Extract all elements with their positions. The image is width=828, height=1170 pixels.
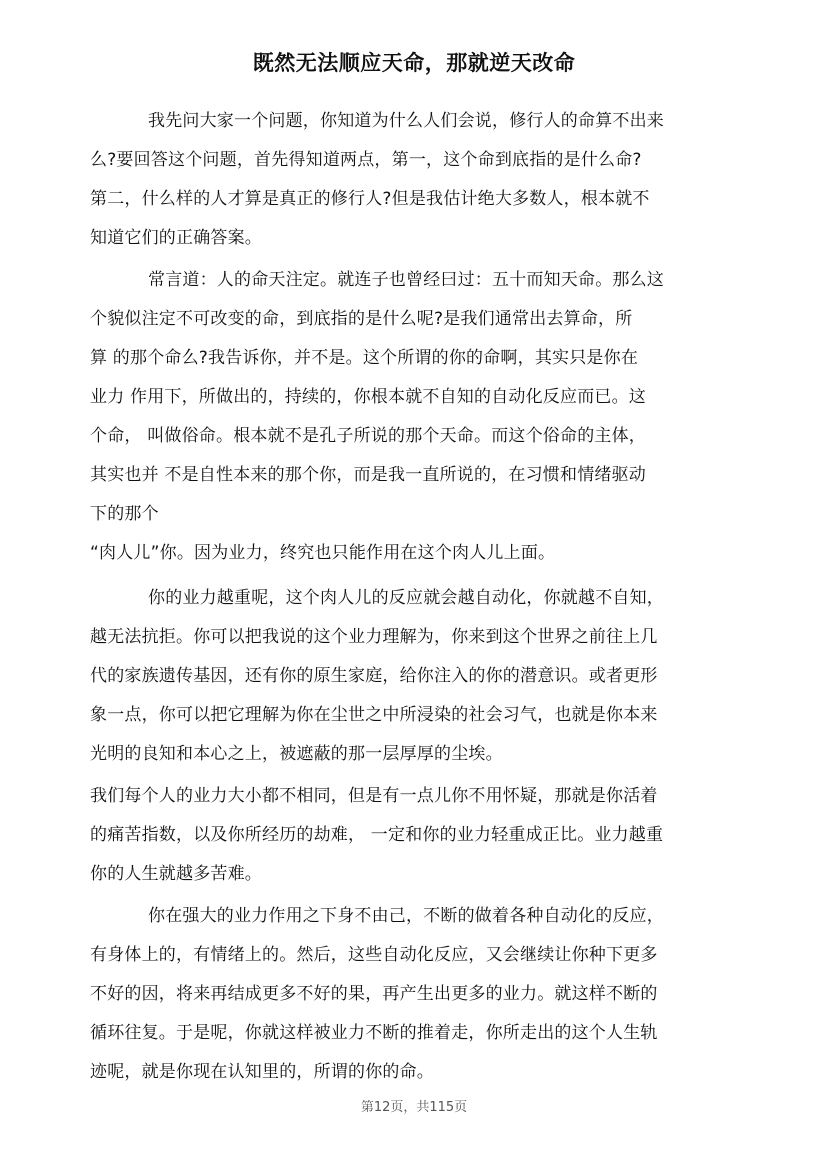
text-line: 下的那个 — [90, 504, 159, 524]
text-line: 越无法抗拒。你可以把我说的这个业力理解为，你来到这个世界之前往上几 — [90, 627, 658, 647]
text-line: 循环往复。于是呢，你就这样被业力不断的推着走，你所走出的这个人生轨 — [90, 1023, 658, 1043]
text-line: 的痛苦指数，以及你所经历的劫难， 一定和你的业力轻重成正比。业力越重 — [90, 825, 664, 845]
text-line: 我先问大家一个问题，你知道为什么人们会说，修行人的命算不出来 — [148, 111, 664, 131]
text-line: 个貌似注定不可改变的命，到底指的是什么呢?是我们通常出去算命，所 — [90, 309, 633, 329]
text-line: 你在强大的业力作用之下身不由己，不断的做着各种自动化的反应， — [148, 906, 664, 926]
text-line: 象一点，你可以把它理解为你在尘世之中所浸染的社会习气，也就是你本来 — [90, 705, 658, 725]
text-line: “肉人儿”你。因为业力，终究也只能作用在这个肉人儿上面。 — [90, 543, 556, 563]
text-line: 不好的因，将来再结成更多不好的果，再产生出更多的业力。就这样不断的 — [90, 984, 658, 1004]
text-line: 你的业力越重呢，这个肉人儿的反应就会越自动化，你就越不自知， — [148, 588, 664, 608]
text-line: 我们每个人的业力大小都不相同，但是有一点儿你不用怀疑，那就是你活着 — [90, 786, 658, 806]
text-line: 迹呢，就是你现在认知里的，所谓的你的命。 — [90, 1062, 434, 1082]
text-line: 光明的良知和本心之上，被遮蔽的那一层厚厚的尘埃。 — [90, 744, 503, 764]
page-title: 既然无法顺应天命，那就逆天改命 — [252, 51, 576, 75]
text-line: 你的人生就越多苦难。 — [90, 864, 262, 884]
text-line: 算 的那个命么?我告诉你，并不是。这个所谓的你的命啊，其实只是你在 — [90, 348, 639, 368]
text-line: 知道它们的正确答案。 — [90, 228, 262, 248]
text-line: 常言道：人的命天注定。就连子也曾经曰过：五十而知天命。那么这 — [148, 270, 664, 290]
text-line: 个命， 叫做俗命。根本就不是孔子所说的那个天命。而这个俗命的主体， — [90, 426, 647, 446]
text-line: 么?要回答这个问题，首先得知道两点，第一，这个命到底指的是什么命? — [90, 150, 642, 170]
text-line: 其实也并 不是自性本来的那个你，而是我一直所说的，在习惯和情绪驱动 — [90, 465, 647, 485]
text-line: 第二，什么样的人才算是真正的修行人?但是我估计绝大多数人，根本就不 — [90, 189, 650, 209]
page-number: 第12页，共115页 — [360, 1100, 468, 1115]
text-line: 业力 作用下，所做出的，持续的，你根本就不自知的自动化反应而已。这 — [90, 387, 647, 407]
text-line: 代的家族遗传基因，还有你的原生家庭，给你注入的你的潜意识。或者更形 — [90, 666, 658, 686]
text-line: 有身体上的，有情绪上的。然后，这些自动化反应，又会继续让你种下更多 — [90, 945, 658, 965]
